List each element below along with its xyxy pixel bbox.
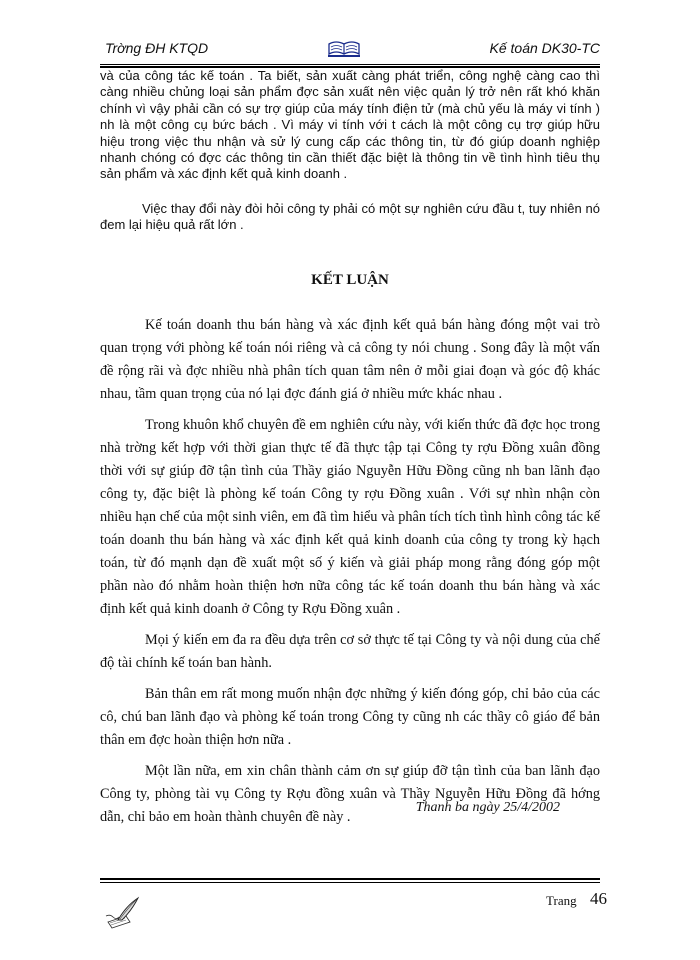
footer-rule-thick <box>100 878 600 880</box>
section-title: KẾT LUẬN <box>311 272 389 288</box>
header-school: Trờng ĐH KTQD <box>105 40 209 56</box>
page-header <box>105 40 600 62</box>
conclusion-paragraph: Kế toán doanh thu bán hàng và xác định kết quả bán hàng đóng một vai trò quan trọng với phòng kế toán nói riêng và cả công ty nói chung . Song đây là một vấn đề rộng rãi và đợc nhiều nhà phân tích quan tâm nên ở mỗi giai đoạn và góc độ khác nhau, tầm quan trọng của nó lại đợc đánh giá ở nhiều mức khác nhau . <box>100 317 600 402</box>
book-logo-icon <box>327 38 361 58</box>
signature-date: Thanh ba ngày 25/4/2002 <box>415 800 560 815</box>
conclusion-paragraph: Mọi ý kiến em đa ra đều dựa trên cơ sở thực tế tại Công ty và nội dung của chế độ tài chính kế toán ban hành. <box>100 632 600 671</box>
intro-paragraph-2: Việc thay đổi này đòi hỏi công ty phải có một sự nghiên cứu đầu t, tuy nhiên nó đem lại hiệu quả rất lớn . <box>100 200 600 233</box>
page-number: 46 <box>590 889 607 908</box>
intro-section <box>100 68 600 234</box>
conclusion-paragraph: Một lần nữa, em xin chân thành cảm ơn sự giúp đỡ tận tình của ban lãnh đạo Công ty, phòng tài vụ Công ty Rợu đồng xuân và Thầy Nguyễn Hữu Đồng đã hớng dẫn, chỉ bảo em hoàn thành chuyên đề này . <box>100 763 600 825</box>
header-course: Kế toán DK30-TC <box>489 40 600 56</box>
page-label: Trang <box>546 893 577 908</box>
conclusion-paragraph: Bản thân em rất mong muốn nhận đợc những ý kiến đóng góp, chỉ bảo của các cô, chú ban lãnh đạo và phòng kế toán trong Công ty cũng nh các thầy cô giáo để bản thân em đợc hoàn thiện hơn nữa . <box>100 686 600 748</box>
conclusion-paragraph: Trong khuôn khổ chuyên đề em nghiên cứu này, với kiến thức đã đợc học trong nhà trờng kết hợp với thời gian thực tế đã thực tập tại Công ty rợu Đồng xuân đồng thời với sự giúp đỡ tận tình của Thầy giáo Nguyễn Hữu Đồng cũng nh ban lãnh đạo công ty, đặc biệt là phòng kế toán Công ty rợu Đồng xuân . Với sự nhìn nhận còn nhiều hạn chế của một sinh viên, em đã tìm hiểu và phân tích tích tình hình công tác kế toán doanh thu bán hàng và xác định kết quả kinh doanh của công ty trong kỳ hạch toán, từ đó mạnh dạn đề xuất một số ý kiến và giải pháp mong rằng đóng góp một phần nào đó nhằm hoàn thiện hơn nữa công tác kế toán doanh thu bán hàng và xác định kết quả kinh doanh ở Công ty Rợu Đồng xuân . <box>100 417 600 617</box>
intro-paragraph-1: và của công tác kế toán . Ta biết, sản xuất càng phát triển, công nghệ càng cao thì càng nhiều chủng loại sản phẩm đợc sản xuất nên việc quản lý trở nên rất khó khăn chính vì vậy phải cần có sự trợ giúp của máy tính điện tử (mà chủ yếu là máy vi tính ) nh là một công cụ bức bách . Vì máy vi tính với t cách là một công cụ trợ giúp hữu hiệu trong việc thu nhận và sử lý cung cấp các thông tin, từ đó giúp doanh nghiệp nhanh chóng có đợc các thông tin cần thiết đặc biệt là thông tin về tình hình tiêu thụ sản phẩm và xác định kết quả kinh doanh . <box>100 68 600 182</box>
conclusion-body <box>100 314 600 837</box>
footer-rule <box>100 882 600 883</box>
quill-writing-icon <box>104 896 140 930</box>
header-rule <box>100 64 600 65</box>
